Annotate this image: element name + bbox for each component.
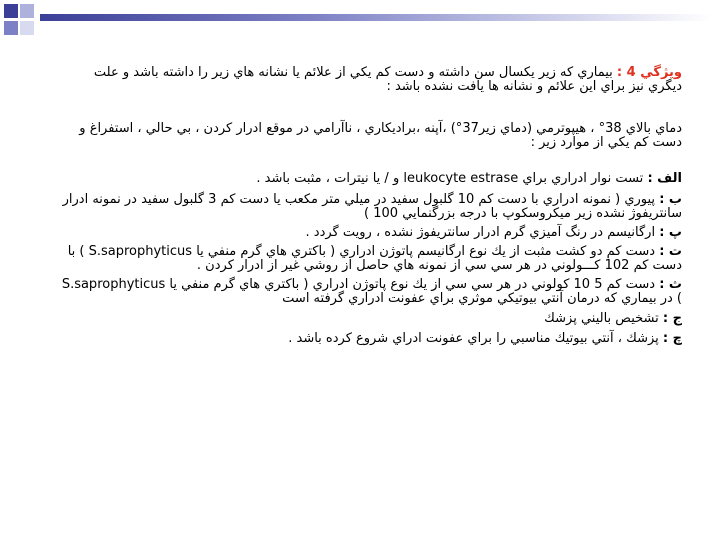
decor-square-dark — [4, 4, 18, 18]
criterion-label: ب : — [659, 192, 682, 207]
heading-paragraph — [60, 66, 682, 94]
criterion-pe — [60, 226, 682, 240]
slide-body — [60, 66, 682, 346]
criterion-alef — [60, 172, 682, 186]
criterion-text: تست نوار ادراري براي leukocyte estrase و / يا نيترات ، مثبت باشد . — [256, 171, 644, 186]
heading-text: بيماري كه زير يكسال سن داشته و دست كم يكي از علائم يا نشانه هاي زير را داشته باشد و علت ديگري نيز براي اين علائم و نشانه ها يافت نشده باشد : — [93, 65, 682, 94]
criterion-label: چ : — [662, 331, 682, 346]
header-gradient-bar — [40, 14, 712, 21]
criterion-label: ث : — [659, 277, 682, 292]
criterion-se — [60, 278, 682, 306]
criterion-text: ارگانيسم در رنگ آميزي گرم ادرار سانتريفوژ نشده ، رويت گردد . — [305, 225, 656, 240]
criterion-text: دست كم 5 10 كولوني در هر سي سي از يك نوع پاتوژن ادراري ( باكتري هاي گرم منفي يا S.saprophyticus ) در بيماري كه درمان آنتي بيوتيكي موثري براي عفونت ادراري گرفته است — [61, 277, 682, 306]
criteria-list — [60, 172, 682, 346]
criterion-text: پزشك ، آنتي بيوتيك مناسبي را براي عفونت ادراي شروع كرده باشد . — [288, 331, 659, 346]
criterion-te — [60, 245, 682, 273]
criterion-text: دست كم دو كشت مثبت از يك نوع ارگانيسم پاتوژن ادراري ( باكتري هاي گرم منفي يا S.saprophyticus ) با دست كم 102 كـــولوني در هر سي سي از نمونه هاي حاصل از روشي غير از ادرار كردن . — [67, 244, 682, 273]
decor-square-pale — [20, 21, 34, 35]
criterion-text: تشخيص باليني پزشك — [544, 311, 659, 326]
heading-label: ويژگي 4 : — [616, 65, 682, 80]
criterion-text: پيوري ( نمونه ادراري با دست كم 10 گلبول سفيد در ميلي متر مكعب يا دست كم 3 گلبول سفيد در نمونه ادرار سانتريفوژ نشده زير ميكروسكوپ با درجه بزرگنمايي 100 ) — [62, 192, 682, 221]
criterion-che — [60, 332, 682, 346]
decor-square-mid — [4, 21, 18, 35]
criterion-jim — [60, 312, 682, 326]
criterion-be — [60, 193, 682, 221]
criterion-label: ت : — [659, 244, 682, 259]
criterion-label: ج : — [662, 311, 682, 326]
criterion-label: الف : — [647, 171, 682, 186]
criterion-label: پ : — [659, 225, 682, 240]
symptoms-paragraph: دماي بالاي 38° ، هيپوترمي (دماي زير37°) ،آپنه ،برادیکاري ، ناآرامي در موقع ادرار كردن ، بي حالي ، استفراغ و دست كم يكي از موارد زير : — [79, 121, 682, 150]
decor-square-light — [20, 4, 34, 18]
